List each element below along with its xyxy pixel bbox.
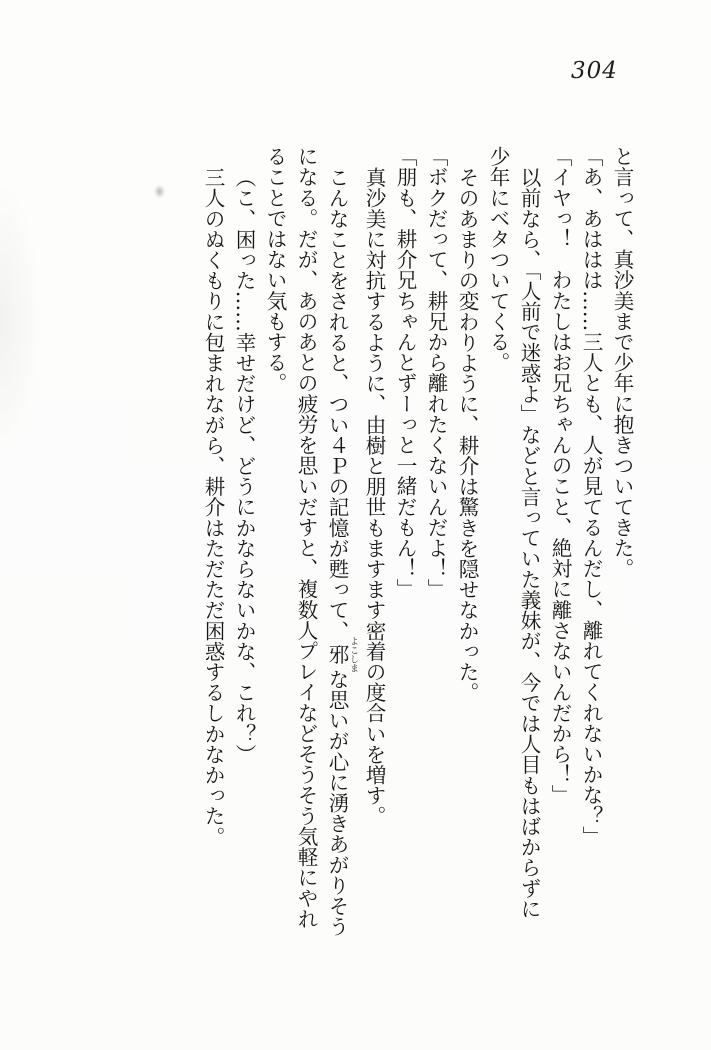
text-line: と言って、真沙美まで少年に抱きついてきた。 — [610, 146, 634, 579]
text-line: 「朋も、耕介兄ちゃんとずーっと一緒だもん！」 — [393, 146, 417, 600]
ruby-annotation: 邪 よこしま — [325, 636, 358, 673]
text-line: そのあまりの変わりように、耕介は驚きを隠せなかった。 — [455, 166, 479, 703]
text-line: 「ボクだって、耕兄から離れたくないんだよ！」 — [424, 146, 448, 600]
text-line: ることではない気もする。 — [263, 146, 287, 394]
text-line: （こ、困った……幸せだけど、どうにかならないかな、これ？） — [232, 166, 256, 764]
text-line: 以前なら、「人前で迷惑よ」などと言っていた義妹が、今では人目もはばからずに — [517, 166, 541, 919]
text-line: 少年にベタついてくる。 — [486, 146, 510, 373]
text-line: 「イヤっ！ わたしはお兄ちゃんのこと、絶対に離さないんだから！」 — [548, 146, 572, 806]
text-line: 真沙美に対抗するように、由樹と朋世もますます密着の度合いを増す。 — [362, 166, 386, 826]
text-line: こんなことをされると、つい４Ｐの記憶が甦って、邪 よこしまな思いが心に湧きあがりそう — [325, 166, 358, 937]
scan-speck — [156, 187, 163, 196]
text-line: になる。だが、あのあとの疲労を思いだすと、複数人プレイなどそうそう気軽にやれ — [294, 146, 318, 929]
page-number: 304 — [571, 58, 618, 84]
text-line: 三人のぬくもりに包まれながら、耕介はただただ困惑するしかなかった。 — [201, 166, 225, 847]
upright-alphanumeric: ４Ｐ — [325, 434, 349, 476]
text-line: 「あ、あははは……三人とも、人が見てるんだし、離れてくれないかな？」 — [579, 146, 603, 847]
text-block — [197, 146, 637, 948]
